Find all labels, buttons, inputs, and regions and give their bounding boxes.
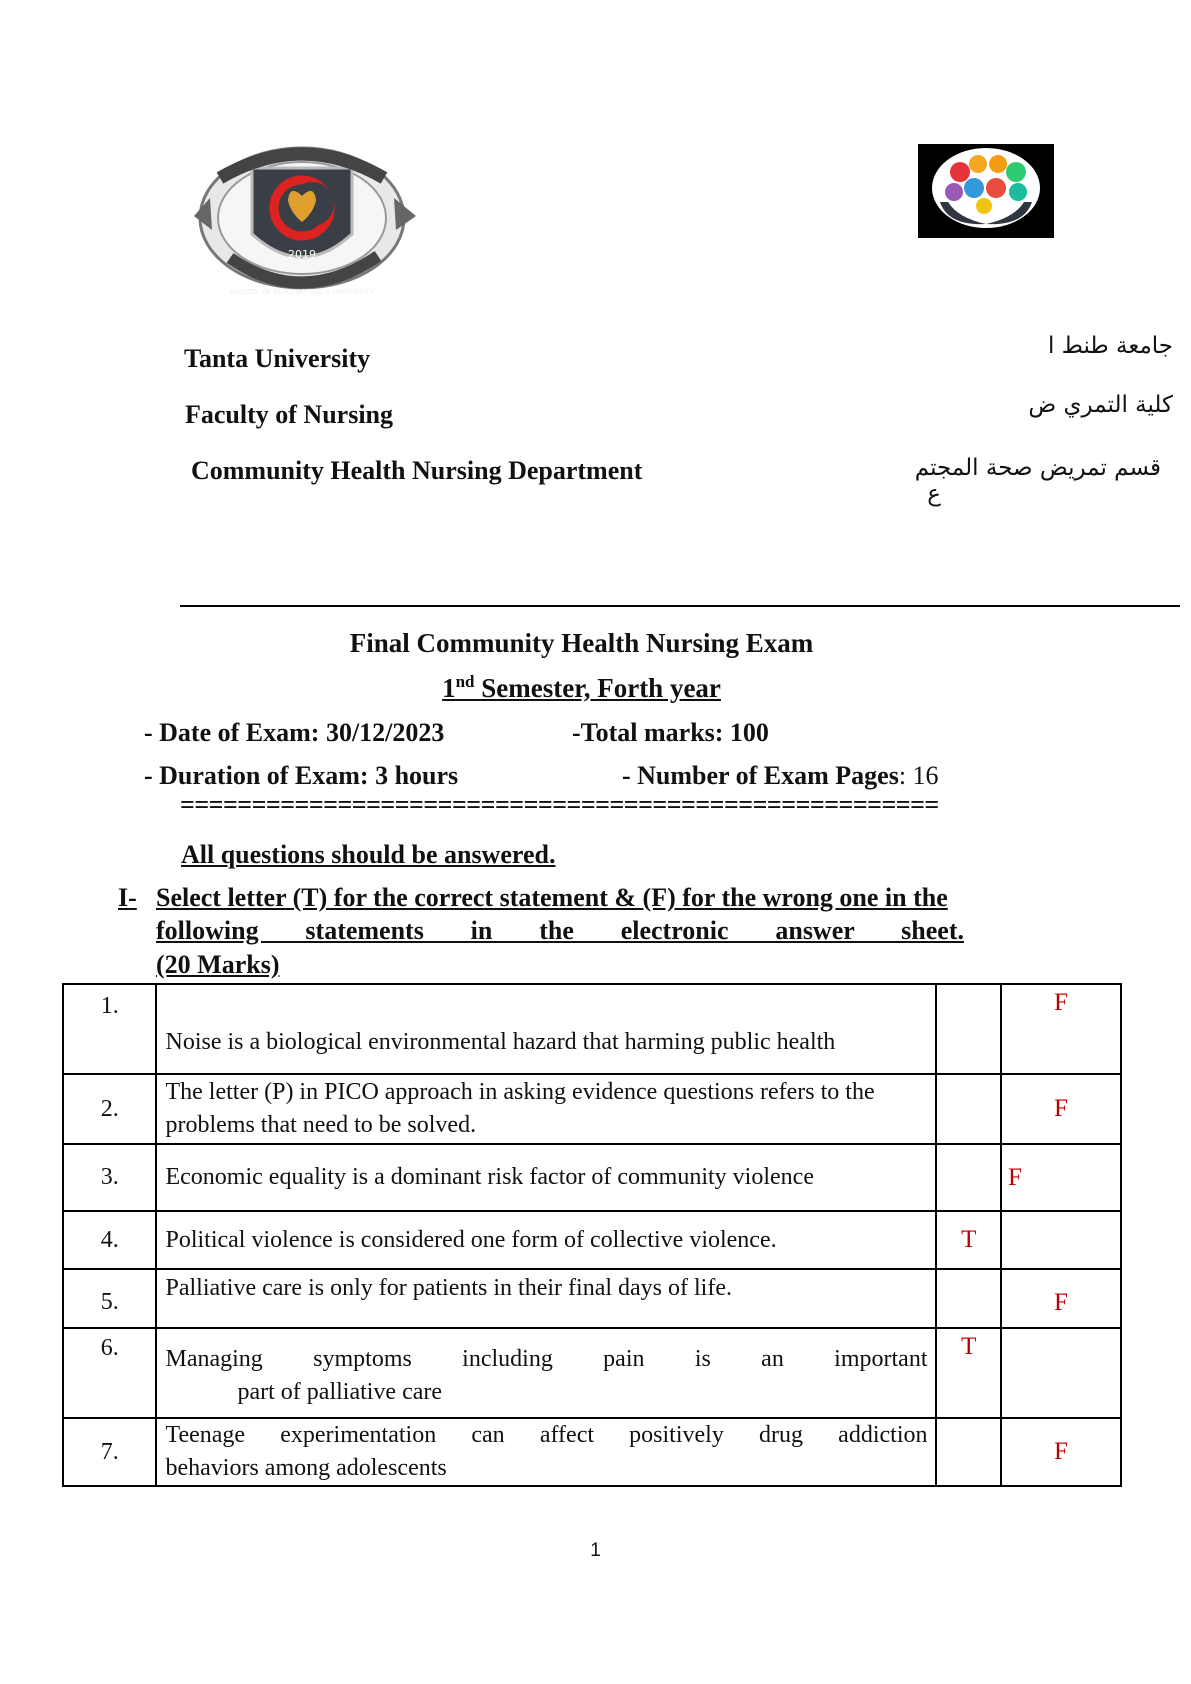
row-answer-f: F [1001,984,1121,1074]
department-name-ar [861,455,1161,507]
row-number: 4. [63,1211,156,1269]
table-row [63,1269,1121,1328]
row-statement [156,1418,936,1486]
row-statement-line1: Teenage experimentation can affect positively drug addiction [165,1422,928,1448]
table-row [63,1074,1121,1144]
separator-line: ===================================================== [180,790,939,819]
row-answer-f: F [1001,1269,1121,1328]
exam-pages-label: - Number of Exam Pages [622,761,899,790]
row-statement: The letter (P) in PICO approach in asking evidence questions refers to the problems that need to be solved. [156,1074,936,1144]
svg-text:2019: 2019 [288,248,316,261]
exam-title: Final Community Health Nursing Exam [349,628,814,658]
true-false-table [62,983,1122,1487]
row-answer-t [936,1269,1000,1328]
exam-pages [622,761,939,791]
semester-line [0,672,1163,704]
row-answer-t [936,1418,1000,1486]
table-row [63,1418,1121,1486]
row-answer-f [1001,1328,1121,1418]
row-number: 5. [63,1269,156,1328]
row-number: 6. [63,1328,156,1418]
total-marks: -Total marks: 100 [572,718,769,747]
university-name: Tanta University [184,344,371,373]
faculty-name: Faculty of Nursing [185,400,393,429]
exam-date: - Date of Exam: 30/12/2023 [144,718,445,747]
row-number: 1. [63,984,156,1074]
row-number: 7. [63,1418,156,1486]
row-answer-t [936,1144,1000,1211]
row-statement: Palliative care is only for patients in their final days of life. [156,1269,936,1328]
question-marks: (20 Marks) [156,950,280,979]
question-number: I- [118,883,137,912]
row-answer-t [936,1074,1000,1144]
row-statement-line1: Managing symptoms including pain is an important [165,1346,928,1372]
row-statement: Political violence is considered one form of collective violence. [156,1211,936,1269]
row-statement: Noise is a biological environmental hazard that harming public health [156,984,936,1074]
row-statement: Economic equality is a dominant risk factor of community violence [156,1144,936,1211]
faculty-logo [190,138,426,306]
question-text-line1: Select letter (T) for the correct statement & (F) for the wrong one in the [156,883,948,912]
row-answer-f [1001,1211,1121,1269]
table-row [63,984,1121,1074]
row-answer-t: T [936,1328,1000,1418]
department-name: Community Health Nursing Department [191,456,643,485]
row-answer-f: F [1001,1144,1121,1211]
department-logo [918,144,1054,238]
exam-duration: - Duration of Exam: 3 hours [144,761,459,790]
row-number: 2. [63,1074,156,1144]
row-statement-line2: part of palliative care [237,1379,443,1405]
row-answer-f: F [1001,1418,1121,1486]
table-row [63,1211,1121,1269]
row-statement [156,1328,936,1418]
page-number: 1 [590,1540,601,1561]
table-row [63,1144,1121,1211]
semester-suffix: nd [455,672,475,691]
department-name-ar-line1: قسم تمريض صحة المجتم [914,455,1161,481]
row-statement-line2: behaviors among adolescents [165,1455,447,1481]
university-name-ar: جامعة طنط ا [1047,333,1173,359]
header-divider [180,605,1180,607]
department-name-ar-line2: ع [927,481,941,507]
semester-number: 1 [442,673,456,703]
row-answer-f: F [1001,1074,1121,1144]
row-answer-t: T [936,1211,1000,1269]
question-text-line2: following statements in the electronic answer sheet. [156,916,964,945]
row-answer-t [936,984,1000,1074]
table-row [63,1328,1121,1418]
row-number: 3. [63,1144,156,1211]
svg-text:FACULTY OF NURSING TANTA UNIVE: FACULTY OF NURSING TANTA UNIVERSITY [229,288,375,296]
semester-text: Semester, Forth year [474,673,721,703]
faculty-name-ar: كلية التمري ض [1028,392,1173,418]
exam-pages-value: : 16 [898,761,939,790]
general-instruction: All questions should be answered. [181,840,556,869]
